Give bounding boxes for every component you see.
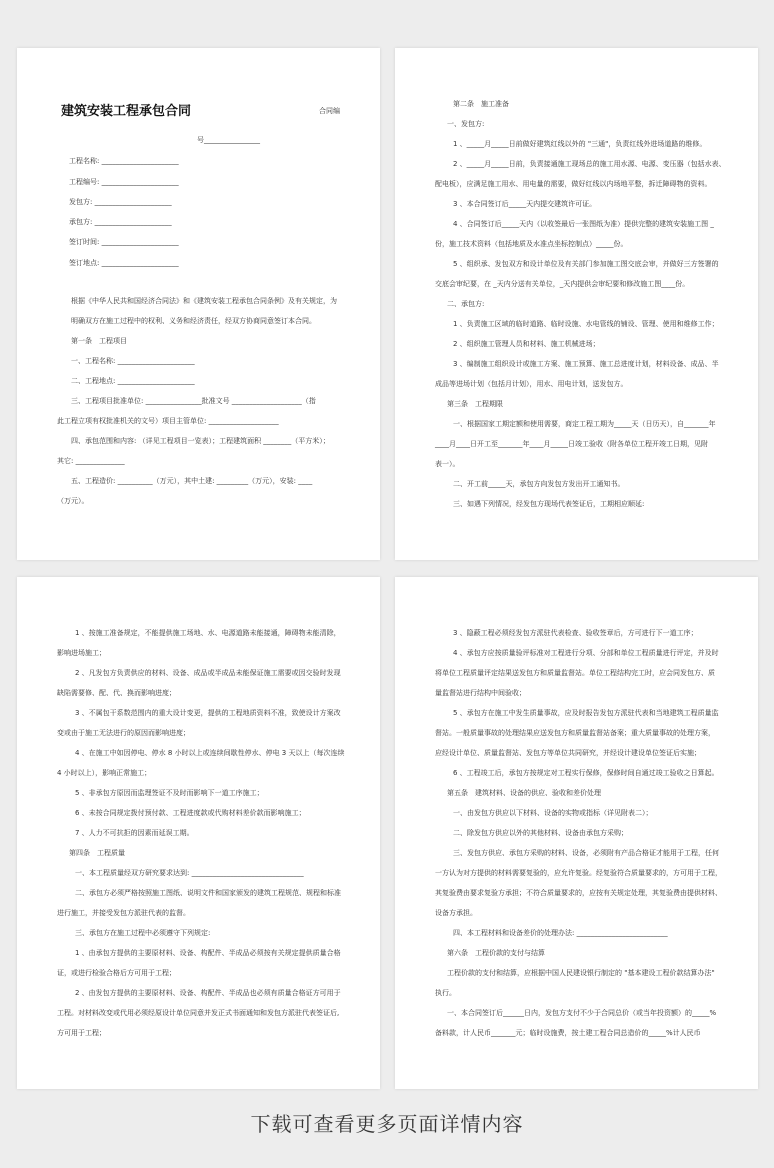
text-line: 2 、凡发包方负责供应的材料、设备、成品或半成品未能保证施工需要或因交验时发现 (75, 669, 341, 677)
text-line: 三、承包方在施工过程中必须遵守下列规定: (75, 929, 211, 937)
text-line: 量监督站进行结构中间验收； (435, 689, 526, 697)
text-line: 进行施工，并接受发包方派驻代表的监督。 (57, 909, 190, 917)
text-line: 第一条 工程项目 (71, 337, 127, 345)
text-line: 2 、组织施工管理人员和材料、施工机械进场； (453, 340, 600, 348)
text-line: 二、工程地点: ______________________ (71, 377, 195, 385)
text-line: 2 、_____月_____日前，负责接通施工现场总的施工用水源、电源、变压器（包括水表、 (453, 160, 726, 168)
text-line: 7 、人力不可抗拒的因素而延误工期。 (75, 829, 194, 837)
text-line: 证，或进行检验合格后方可用于工程； (57, 969, 176, 977)
text-line: 应经设计单位、质量监督站、发包方等单位共同研究，并经设计建设单位签证后实施； (435, 749, 701, 757)
text-line: 明确双方在施工过程中的权利、义务和经济责任，经双方协商同意签订本合同。 (71, 317, 316, 325)
page-2 (395, 48, 758, 560)
text-line: 4 、承包方应按质量验评标准对工程进行分项、分部和单位工程质量进行评定，并及时 (453, 649, 719, 657)
text-line: 3 、隐蔽工程必须经发包方派驻代表检查、验收签章后，方可进行下一道工序； (453, 629, 698, 637)
text-line: 设备方承担。 (435, 909, 477, 917)
text-line: 2 、由发包方提供的主要原材料、设备、构配件、半成品也必须有质量合格证方可用于 (75, 989, 341, 997)
text-line: 成品等进场计划（包括月计划），用水、用电计划，送发包方。 (435, 380, 628, 388)
text-line: 第四条 工程质量 (69, 849, 125, 857)
text-line: 三、发包方供应、承包方采购的材料、设备，必须附有产品合格证才能用于工程，任何 (453, 849, 719, 857)
text-line: 表一）。 (435, 460, 460, 468)
text-line: 二、承包方必须严格按照施工图纸、说明文件和国家颁发的建筑工程规范、规程和标准 (75, 889, 341, 897)
text-line: 1 、按施工准备规定，不能提供施工场地、水、电源道路未能接通，障碍物未能清除， (75, 629, 341, 637)
text-line: ____月____日开工至_______年____月_____日竣工验收（附各单位工程开竣工日期，见附 (435, 440, 708, 448)
text-line: 二、承包方: (447, 300, 485, 308)
text-line: 发包方: ______________________ (69, 198, 172, 206)
text-line: 工程名称: ______________________ (69, 157, 179, 165)
text-line: 此工程立项有权批准机关的文号）项目主管单位: ____________________ (57, 417, 279, 425)
text-line: 二、除发包方供应以外的其他材料、设备由承包方采购； (453, 829, 628, 837)
text-line: 其它: ______________ (57, 457, 125, 465)
text-line: 号________________ (197, 136, 260, 144)
text-line: 一、本工程质量经双方研究要求达到: ________________________________ (75, 869, 304, 877)
text-line: 五、工程造价: __________（万元），其中土建: _________（万元），安装: ____ (71, 477, 313, 485)
text-line: 工程价款的支付和结算，应根据中国人民建设银行制定的 "基本建设工程价款结算办法" (447, 969, 715, 977)
text-line: 4 、在施工中如因停电、停水 8 小时以上或连续间歇性停水、停电 3 天以上（每次连续 (75, 749, 345, 757)
text-line: 签订地点: ______________________ (69, 259, 179, 267)
text-line: 一、发包方: (447, 120, 485, 128)
text-line: 6 、未按合同规定拨付预付款、工程进度款或代购材料差价款而影响施工； (75, 809, 306, 817)
text-line: 影响进场施工； (57, 649, 106, 657)
text-line: 5 、承包方在施工中发生质量事故，应及时报告发包方派驻代表和当地建筑工程质量监 (453, 709, 719, 717)
text-line: 签订时间: ______________________ (69, 238, 179, 246)
text-line: 二、开工前_____天，承包方向发包方发出开工通知书。 (453, 480, 625, 488)
text-line: 第五条 建筑材料、设备的供应、验收和差价处理 (447, 789, 601, 797)
text-line: （万元）。 (57, 497, 89, 505)
text-line: 交底会审纪要，在 _天内分送有关单位，_天内提供会审纪要和修改施工图____份。 (435, 280, 690, 288)
text-line: 5 、非承包方原因而监理签证不及时而影响下一道工序施工； (75, 789, 264, 797)
text-line: 第三条 工程期限 (447, 400, 503, 408)
text-line: 3 、编制施工组织设计或施工方案、施工预算、施工总进度计划，材料设备、成品、半 (453, 360, 719, 368)
text-line: 三、如遇下列情况，经发包方现场代表签证后，工期相应顺延: (453, 500, 645, 508)
text-line: 督站。一般质量事故的处理结果应送发包方和质量监督站备案；重大质量事故的处理方案， (435, 729, 715, 737)
text-line: 一、本合同签订后______日内，发包方支付不少于合同总价（或当年投资额）的_____% (447, 1009, 717, 1017)
download-hint: 下载可查看更多页面详情内容 (250, 1112, 524, 1136)
text-line: 第六条 工程价款的支付与结算 (447, 949, 545, 957)
text-line: 变或由于施工无法进行的原因而影响进度； (57, 729, 190, 737)
text-line: 工程编号: ______________________ (69, 178, 179, 186)
contract-number-label: 合同编 (319, 107, 340, 115)
text-line: 3 、本合同签订后_____天内提交建筑许可证。 (453, 200, 597, 208)
page-4 (395, 577, 758, 1089)
text-line: 一、工程名称: ______________________ (71, 357, 195, 365)
text-line: 5 、组织承、发包双方和设计单位及有关部门参加施工图交底会审，并做好三方签署的 (453, 260, 719, 268)
text-line: 1 、由承包方提供的主要原材料、设备、构配件、半成品必须按有关规定提供质量合格 (75, 949, 341, 957)
text-line: 3 、不属包干系数范围内的重大设计变更，提供的工程地质资料不准，致使设计方案改 (75, 709, 341, 717)
text-line: 备料款，计人民币_______元；临时设施费，按土建工程合同总造价的_____%计人民币 (435, 1029, 701, 1037)
text-line: 1 、负责施工区域的临时道路、临时设施、水电管线的铺设、管理、使用和维修工作； (453, 320, 719, 328)
text-line: 方可用于工程； (57, 1029, 106, 1037)
contract-title: 建筑安装工程承包合同 (61, 104, 192, 119)
text-line: 三、工程项目批准单位: ________________批准文号 ____________________（指 (71, 397, 316, 405)
page-1 (17, 48, 380, 560)
text-line: 承包方: ______________________ (69, 218, 172, 226)
text-line: 一、根据国家工期定额和使用需要，商定工程工期为_____天（日历天），自_______年 (453, 420, 716, 428)
text-line: 4 小时以上），影响正常施工； (57, 769, 152, 777)
text-line: 四、本工程材料和设备差价的处理办法: __________________________ (453, 929, 668, 937)
text-line: 份，施工技术资料（包括地质及水准点坐标控制点）_____份。 (435, 240, 628, 248)
text-line: 其复验费由要求复验方承担；不符合质量要求的，应按有关规定处理，其复验费由提供材料、 (435, 889, 722, 897)
text-line: 配电板），应满足施工用水、用电量的需要，做好红线以内场地平整，拆迁障碍物的资料。 (435, 180, 712, 188)
text-line: 第二条 施工准备 (453, 100, 509, 108)
text-line: 4 、合同签订后_____天内（以收签最后一张图纸为准）提供完整的建筑安装施工图 _ (453, 220, 714, 228)
text-line: 6 、工程竣工后，承包方按规定对工程实行保修，保修时间自通过竣工验收之日算起。 (453, 769, 719, 777)
text-line: 工程。对材料改变或代用必须经原设计单位同意并发正式书面通知和发包方派驻代表签证后, (57, 1009, 340, 1017)
text-line: 四、承包范围和内容: （详见工程项目一览表）；工程建筑面积 ________（平方米）； (71, 437, 330, 445)
text-line: 一、由发包方供应以下材料、设备的实物或指标（详见附表二）； (453, 809, 653, 817)
text-line: 根据《中华人民共和国经济合同法》和《建筑安装工程承包合同条例》及有关规定，为 (71, 297, 337, 305)
text-line: 执行。 (435, 989, 456, 997)
page-3 (17, 577, 380, 1089)
text-line: 将单位工程质量评定结果送发包方和质量监督站。单位工程结构完工时，应会同发包方、质 (435, 669, 715, 677)
text-line: 1 、_____月_____日前做好建筑红线以外的 "三通"，负责红线外进场道路的维修。 (453, 140, 707, 148)
text-line: 一方认为对方提供的材料需要复验的，应允许复验。经复验符合质量要求的，方可用于工程， (435, 869, 722, 877)
text-line: 缺陷需要修、配、代、换而影响进度； (57, 689, 176, 697)
